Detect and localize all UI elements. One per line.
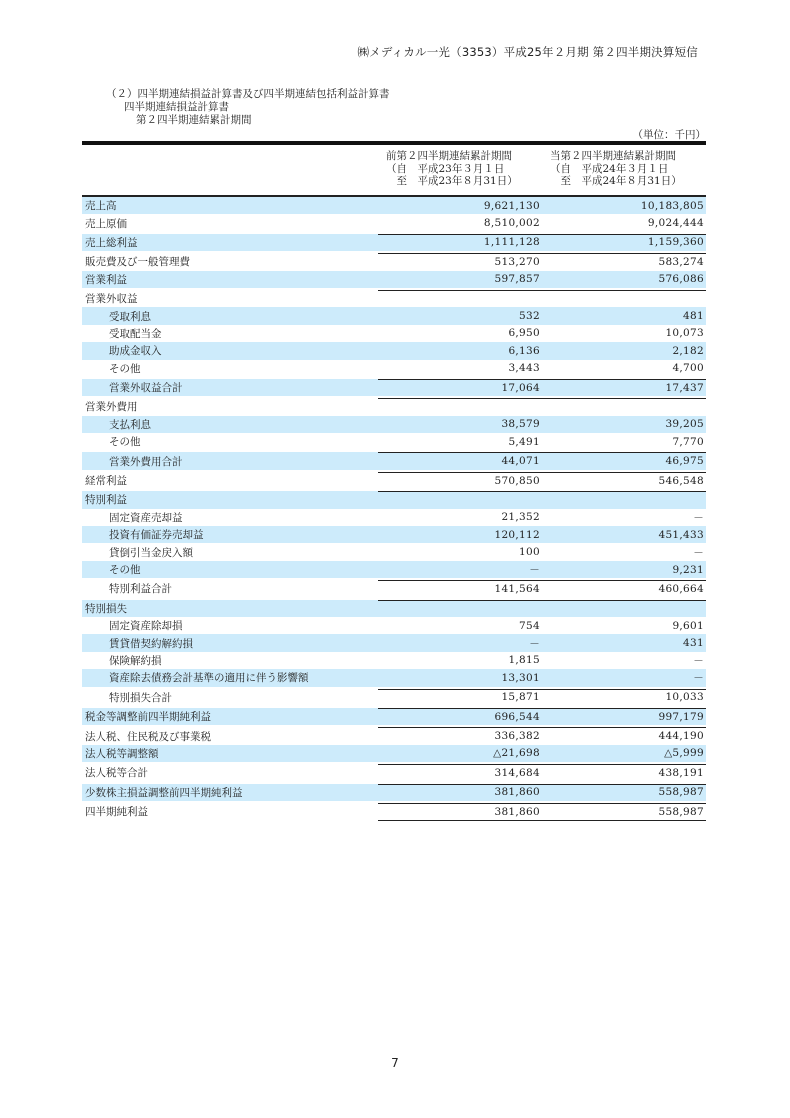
curr-value: － [693,654,704,667]
curr-period-title: 当第２四半期連結累計期間 [550,150,676,162]
curr-value: 17,437 [665,381,704,394]
row-label: 法人税等合計 [85,767,148,780]
table-row [82,600,706,617]
prev-value: 381,860 [494,805,540,818]
table-row [82,379,706,396]
curr-value: 583,274 [658,255,704,268]
table-row [82,617,706,634]
prev-value: 120,112 [494,528,540,541]
prev-value: 21,352 [501,511,540,524]
curr-period-from: （自 平成24年３月１日 [550,162,669,175]
curr-value: 2,182 [672,344,704,357]
statement-titles [106,88,390,127]
curr-value: 576,086 [658,273,704,286]
row-label: 税金等調整前四半期純利益 [85,711,211,724]
prev-value: 38,579 [501,418,540,431]
table-row [82,689,706,706]
table-header [82,145,706,197]
table-row [82,580,706,597]
unit-label: （単位：千円） [632,129,706,141]
table-row [82,342,706,359]
prev-value: 570,850 [494,474,540,487]
table-row [82,803,706,820]
row-label: 受取利息 [109,310,151,323]
prev-period-from: （自 平成23年３月１日 [386,162,505,175]
period-title: 第２四半期連結累計期間 [136,114,252,126]
curr-value: 451,433 [658,528,704,541]
row-label: 受取配当金 [109,327,162,340]
row-label: 法人税、住民税及び事業税 [85,730,211,743]
row-label: 特別利益合計 [109,583,172,596]
table-row [82,360,706,377]
curr-value: 997,179 [658,710,704,723]
row-label: 投資有価証券売却益 [109,529,204,542]
prev-value: 754 [519,619,540,632]
prev-value: 314,684 [494,766,540,779]
prev-value: 532 [519,310,540,323]
row-label: 資産除去債務会計基準の適用に伴う影響額 [109,672,309,685]
table-row [82,197,706,214]
curr-value: 10,183,805 [640,199,704,212]
row-label: 営業利益 [85,273,127,286]
table-row [82,307,706,324]
table-row [82,398,706,415]
table-row [82,669,706,686]
table-row [82,708,706,725]
curr-value: 546,548 [658,474,704,487]
table-row [82,764,706,781]
prev-value: 6,136 [508,344,540,357]
prev-value: 1,111,128 [483,236,540,249]
table-row [82,452,706,469]
prev-value: 3,443 [508,362,540,375]
row-label: 保険解約損 [109,654,162,667]
table-row [82,526,706,543]
prev-value: － [529,637,540,650]
row-label: その他 [109,436,141,449]
income-statement-table [82,141,706,820]
curr-value: 481 [683,310,704,323]
row-label: 少数株主損益調整前四半期純利益 [85,786,243,799]
curr-value: 9,601 [672,619,704,632]
prev-value: 13,301 [501,671,540,684]
row-label: 営業外収益 [85,293,138,306]
table-row [82,416,706,433]
header-curr-period [542,145,706,195]
row-label: 助成金収入 [109,345,162,358]
prev-value: 15,871 [501,691,540,704]
table-row [82,745,706,762]
row-label: 貸倒引当金戻入額 [109,546,193,559]
curr-value: 444,190 [658,730,704,743]
row-label: 四半期純利益 [85,806,148,819]
row-label: 売上総利益 [85,236,138,249]
curr-value: 7,770 [672,435,704,448]
row-label: 営業外費用合計 [109,455,183,468]
prev-period-title: 前第２四半期連結累計期間 [386,150,512,162]
prev-period-to: 至 平成23年８月31日） [386,175,518,187]
curr-value: 438,191 [658,766,704,779]
curr-value: 39,205 [665,418,704,431]
prev-value: 1,815 [508,654,540,667]
prev-value: 17,064 [501,381,540,394]
curr-value: 1,159,360 [647,236,704,249]
row-label: 特別利益 [85,494,127,507]
table-row [82,727,706,744]
table-row [82,253,706,270]
prev-value: 6,950 [508,327,540,340]
row-label: 賃貸借契約解約損 [109,637,193,650]
curr-value: 460,664 [658,582,704,595]
prev-value: 8,510,002 [483,217,540,230]
curr-value: 46,975 [665,455,704,468]
curr-value: － [693,546,704,559]
prev-value: 9,621,130 [483,199,540,212]
row-label: 経常利益 [85,475,127,488]
curr-value: 558,987 [658,805,704,818]
header-prev-period [378,145,542,195]
table-row [82,652,706,669]
row-label: 販売費及び一般管理費 [85,256,190,269]
table-row [82,325,706,342]
header-label-cell [82,145,378,195]
table-row [82,214,706,231]
row-label: 特別損失合計 [109,691,172,704]
row-label: その他 [109,362,141,375]
curr-value: 10,073 [665,327,704,340]
table-row [82,234,706,251]
curr-value: 431 [683,637,704,650]
prev-value: 696,544 [494,710,540,723]
row-label: 特別損失 [85,602,127,615]
row-label: 支払利息 [109,418,151,431]
curr-value: 9,024,444 [647,217,704,230]
section-title: （２）四半期連結損益計算書及び四半期連結包括利益計算書 [106,88,390,100]
curr-value: 9,231 [672,563,704,576]
prev-value: 513,270 [494,255,540,268]
curr-value: － [693,511,704,524]
table-row [82,433,706,450]
page-number: 7 [391,1056,399,1070]
row-label: 売上高 [85,200,117,213]
curr-period-to: 至 平成24年８月31日） [550,175,682,187]
row-label: 固定資産売却益 [109,511,183,524]
curr-value: △5,999 [664,747,704,760]
table-row [82,271,706,288]
table-row [82,472,706,489]
table-row [82,784,706,801]
curr-value: － [693,672,704,685]
table-row [82,509,706,526]
table-row [82,543,706,560]
prev-value: 597,857 [494,273,540,286]
prev-value: 5,491 [508,435,540,448]
table-row [82,491,706,508]
curr-value: 10,033 [665,691,704,704]
page-header: ㈱メディカル一光（3353）平成25年２月期 第２四半期決算短信 [357,45,698,59]
row-label: 営業外収益合計 [109,382,183,395]
prev-value: － [529,564,540,576]
prev-value: 336,382 [494,730,540,743]
row-label: 法人税等調整額 [85,747,159,760]
row-label: 売上原価 [85,217,127,230]
curr-value: 558,987 [658,786,704,799]
row-label: 固定資産除却損 [109,620,183,633]
prev-value: 44,071 [501,455,540,468]
prev-value: △21,698 [493,747,540,760]
prev-value: 100 [519,546,540,559]
statement-title: 四半期連結損益計算書 [124,101,229,113]
table-row [82,561,706,578]
row-label: その他 [109,564,141,576]
prev-value: 381,860 [494,786,540,799]
table-row [82,634,706,651]
prev-value: 141,564 [494,582,540,595]
table-row [82,290,706,307]
curr-value: 4,700 [672,362,704,375]
row-label: 営業外費用 [85,401,138,414]
